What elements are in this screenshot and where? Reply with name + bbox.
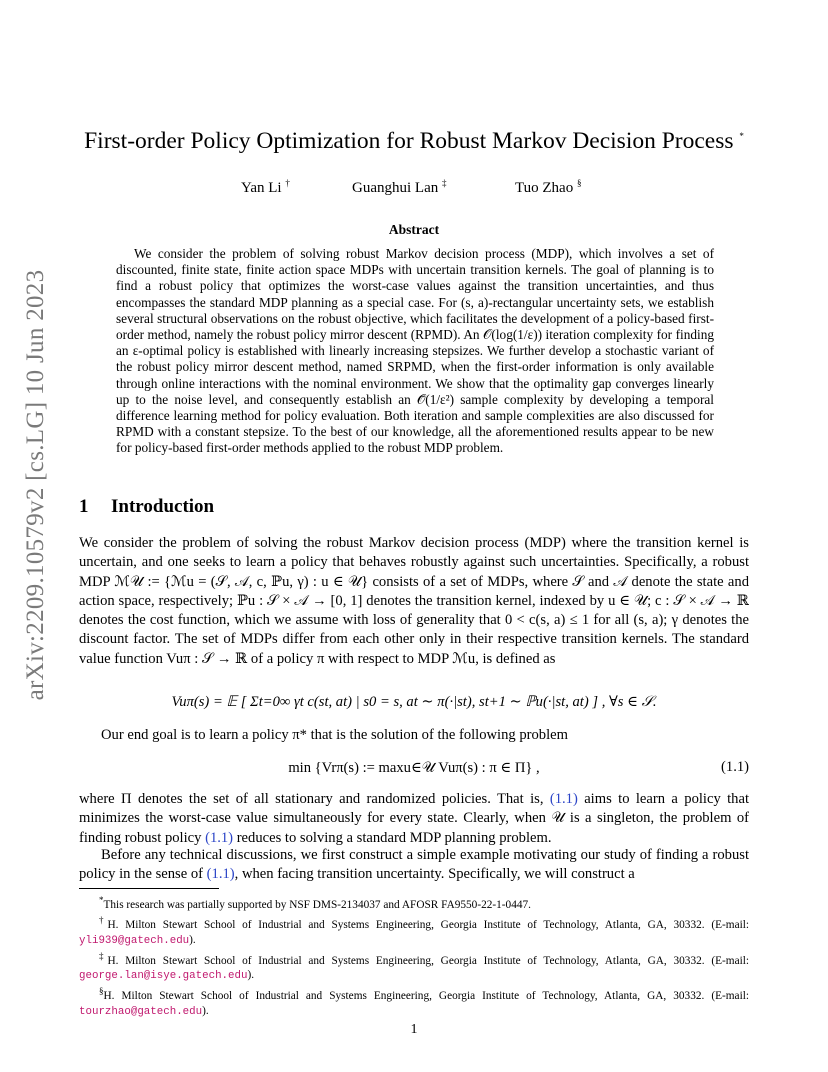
arxiv-identifier: arXiv:2209.10579v2 [cs.LG] 10 Jun 2023	[22, 269, 49, 701]
equation-reference-link[interactable]: (1.1)	[549, 791, 578, 807]
footnote-text: H. Milton Stewart School of Industrial and Systems Engineering, Georgia Institute of Technology, Atlanta, GA, 30332.	[107, 954, 705, 967]
author-mark: ‡	[441, 178, 447, 188]
email-prefix: (E-mail:	[711, 954, 750, 967]
paragraph-goal: Our end goal is to learn a policy π* that is the solution of the following problem	[101, 727, 568, 743]
email-link[interactable]: tourzhao@gatech.edu	[79, 1006, 203, 1019]
arxiv-sidebar	[22, 269, 50, 701]
text-run: , when facing transition uncertainty. Specifically, we will construct a	[234, 866, 635, 883]
equation-reference-link[interactable]: (1.1)	[205, 829, 234, 846]
footnote-2	[79, 913, 749, 949]
author-name: Yan Li	[241, 180, 282, 196]
email-suffix: ).	[189, 933, 196, 946]
paragraph-policy-set	[79, 790, 749, 848]
author-2	[352, 178, 446, 197]
footnote-text: H. Milton Stewart School of Industrial and Systems Engineering, Georgia Institute of Technology, Atlanta, GA, 30332.	[107, 918, 705, 931]
footnote-mark: *	[99, 895, 104, 905]
title-footnote-mark: *	[739, 131, 744, 142]
paragraph-motivation	[79, 846, 749, 885]
author-name: Tuo Zhao	[515, 180, 574, 196]
paragraph-intro: We consider the problem of solving the robust Markov decision process (MDP) where the transition kernel is uncertain, and one seeks to learn a policy that behaves robustly against such uncertainties. Specifically, a robust MDP ℳ𝒰 := {ℳu = (𝒮, 𝒜, c, ℙu, γ) : u ∈ 𝒰} consists of a set of MDPs, where 𝒮 and 𝒜 denote the state and action space, respectively; ℙu : 𝒮 × 𝒜 → [0, 1] denotes the transition kernel, indexed by u ∈ 𝒰; c : 𝒮 × 𝒜 → ℝ denotes the cost function, which we assume with loss of generality that 0 < c(s, a) ≤ 1 for all (s, a); γ denotes the discount factor. The set of MDPs differ from each other only in their respective transition kernels. The standard value function Vuπ : 𝒮 → ℝ of a policy π with respect to MDP ℳu, is defined as	[79, 535, 749, 667]
equation-robust-objective: min {Vrπ(s) := maxu∈𝒰 Vuπ(s) : π ∈ Π} ,	[288, 760, 540, 776]
email-link[interactable]: george.lan@isye.gatech.edu	[79, 970, 248, 983]
equation-number: (1.1)	[721, 759, 749, 775]
email-link[interactable]: yli939@gatech.edu	[79, 934, 190, 947]
text-run: where Π denotes the set of all stationary and randomized policies. That is,	[79, 791, 550, 807]
author-1	[241, 178, 290, 197]
author-mark: §	[576, 178, 582, 188]
email-prefix: (E-mail:	[711, 990, 749, 1003]
author-name: Guanghui Lan	[352, 180, 439, 196]
email-prefix: (E-mail:	[711, 918, 750, 931]
email-suffix: ).	[202, 1005, 209, 1018]
author-mark: †	[285, 178, 290, 188]
text-run: aims to learn a policy that minimizes the worst-case value simultaneously for every state. Clearly, when 𝒰 is a singleton, the problem of finding robust policy	[79, 791, 750, 846]
email-suffix: ).	[247, 969, 255, 982]
footnote-mark: §	[99, 986, 104, 997]
footnote-mark: ‡	[99, 950, 108, 961]
footnote-text: This research was partially supported by NSF DMS-2134037 and AFOSR FA9550-22-1-0447.	[103, 898, 531, 911]
page-number: 1	[410, 1022, 418, 1037]
footnotes	[79, 893, 749, 1020]
section-number: 1	[79, 496, 89, 517]
text-run: reduces to solving a standard MDP planning problem.	[233, 829, 552, 846]
abstract-body: We consider the problem of solving robust Markov decision process (MDP), which involves a set of discounted, finite state, finite action space MDPs with uncertain transition kernels. The goal of planning is to find a robust policy that optimizes the worst-case values against the transition uncertainties, and thus encompasses the standard MDP planning as a special case. For (s, a)-rectangular uncertainty sets, we establish several structural observations on the robust objective, which facilitates the development of a policy-based first-order method, namely the robust policy mirror descent (RPMD). An 𝒪(log(1/ε)) iteration complexity for finding an ε-optimal policy is established with linearly increasing stepsizes. We further develop a stochastic variant of the robust policy mirror descent method, named SRPMD, when the first-order information is only available through online interactions with the nominal environment. We show that the optimality gap converges linearly up to the noise level, and consequently establish an 𝒪̃(1/ε²) sample complexity by developing a temporal difference learning method for policy evaluation. Both iteration and sample complexities are also discussed for RPMD with a constant stepsize. To the best of our knowledge, all the aforementioned results appear to be new for policy-based first-order methods applied to the robust MDP problem.	[116, 246, 714, 456]
paper-title-text: First-order Policy Optimization for Robust Markov Decision Process	[84, 128, 734, 154]
footnote-text: H. Milton Stewart School of Industrial and Systems Engineering, Georgia Institute of Technology, Atlanta, GA, 30332.	[103, 990, 705, 1003]
section-title: Introduction	[111, 496, 215, 517]
section-heading	[79, 496, 214, 518]
abstract-heading: Abstract	[388, 222, 440, 237]
equation-reference-link[interactable]: (1.1)	[206, 866, 235, 883]
text-run: Before any technical discussions, we first construct a simple example motivating our study of finding a robust policy in the sense of	[79, 847, 749, 883]
equation-value-function: Vuπ(s) = 𝔼 [ Σt=0∞ γt c(st, at) | s0 = s, at ∼ π(·|st), st+1 ∼ ℙu(·|st, at) ] , ∀s ∈ 𝒮.	[171, 694, 657, 710]
paper-title	[0, 128, 828, 155]
footnote-3	[79, 949, 749, 985]
footnote-mark: †	[99, 914, 108, 925]
footnote-4	[79, 984, 749, 1020]
footnote-1	[79, 893, 749, 913]
author-3	[515, 178, 581, 197]
footnote-divider	[79, 888, 219, 889]
